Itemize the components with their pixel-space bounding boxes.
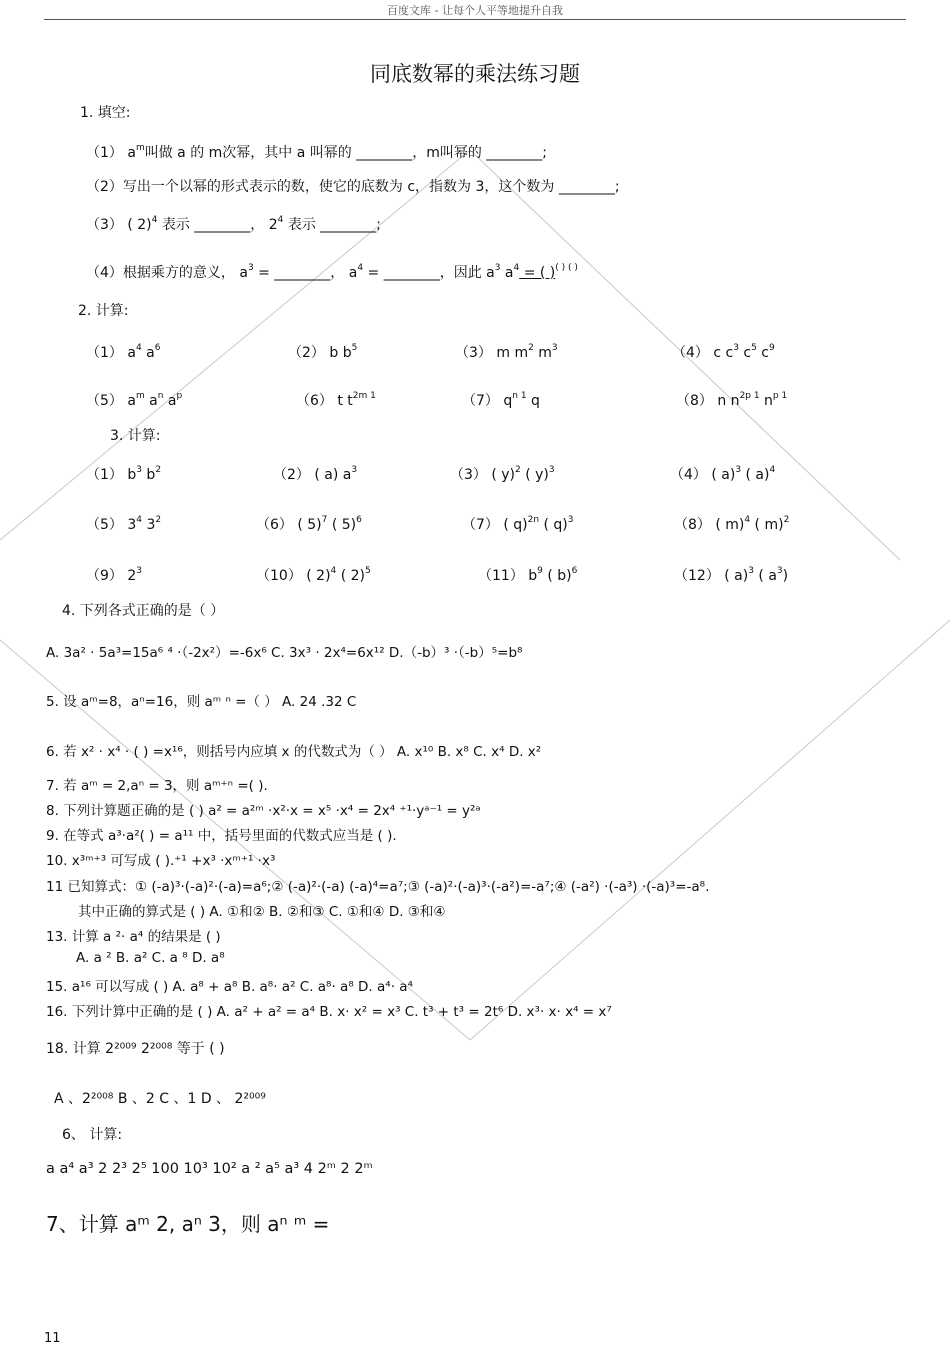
- q5: 5. 设 aᵐ=8，aⁿ=16，则 aᵐ ⁿ =（ ） A. 24 .32 C: [46, 694, 357, 710]
- q7: 7. 若 aᵐ = 2,aⁿ = 3，则 aᵐ⁺ⁿ =( ).: [46, 778, 268, 794]
- part6-heading: 6、 计算:: [62, 1127, 123, 1143]
- s3-item-9: （9） $2^3$: [86, 566, 142, 584]
- q13-stem: 13. 计算 a ²· a⁴ 的结果是 ( ): [46, 929, 221, 945]
- s1-q1: （1） $a^m$叫做 a 的 m次幂，其中 a 叫幂的 ________，m叫幂的 ________;: [86, 143, 548, 161]
- page-number: 11: [44, 1331, 61, 1346]
- q11-statement: 11 已知算式：① (-a)³·(-a)²·(-a)=a⁶;② (-a)²·(-a) (-a)⁴=a⁷;③ (-a)²·(-a)³·(-a²)=-a⁷;④ (-a²) ·(-a³) ·(-a)³=-a⁸.: [46, 879, 710, 895]
- s2-item-1: （1） $a^4$ $a^6$: [86, 343, 161, 361]
- q16: 16. 下列计算中正确的是 ( ) A. a² + a² = a⁴ B. x· x² = x³ C. t³ + t³ = 2t⁶ D. x³· x· x⁴ = x⁷: [46, 1004, 612, 1020]
- part7-question: 7、计算 aᵐ 2, aⁿ 3，则 aⁿ ᵐ =: [46, 1212, 330, 1236]
- section-2-heading: 2. 计算:: [78, 303, 129, 319]
- s2-item-2: （2） b $b^5$: [288, 343, 358, 361]
- q18-options: A 、2²⁰⁰⁸ B 、2 C 、1 D 、 2²⁰⁰⁹: [54, 1091, 266, 1107]
- s2-item-4: （4） c $c^3$ $c^5$ $c^9$: [672, 343, 775, 361]
- s3-item-10: （10） ( 2)$^4$ ( 2)$^5$: [256, 566, 371, 584]
- s3-item-5: （5） $3^4$ $3^2$: [86, 515, 162, 533]
- s3-item-8: （8） ( m)$^4$ ( m)$^2$: [674, 515, 790, 533]
- s3-item-3: （3） ( y)$^2$ ( y)$^3$: [450, 465, 555, 483]
- q8: 8. 下列计算题正确的是 ( ) a² = a²ᵐ ·x²·x = x⁵ ·x⁴ = 2x⁴ ⁺¹·yᵃ⁻¹ = y²ᵃ: [46, 803, 481, 819]
- s2-item-8: （8） n $n^{2p 1}$ $n^{p 1}$: [676, 391, 788, 409]
- s1-q2: （2）写出一个以幂的形式表示的数，使它的底数为 c，指数为 3，这个数为 ________;: [86, 179, 620, 195]
- document-title: 同底数幂的乘法练习题: [370, 62, 580, 86]
- q13-options: A. a ² B. a² C. a ⁸ D. a⁸: [76, 950, 225, 966]
- q11-options: 其中正确的算式是 ( ) A. ①和② B. ②和③ C. ①和④ D. ③和④: [78, 904, 446, 920]
- s1-q4: （4）根据乘方的意义， $a^3$ = ________， $a^4$ = ________，因此 $a^3$ $a^4$ = ( )( ) ( ): [86, 263, 578, 281]
- q4-options: A. 3a² · 5a³=15a⁶ ⁴ ·（-2x²）=-6x⁶ C. 3x³ · 2x⁴=6x¹² D.（-b）³ ·（-b）⁵=b⁸: [46, 645, 523, 661]
- s1-q3: （3） ( 2)$^4$ 表示 ________， $2^4$ 表示 ________;: [86, 215, 381, 233]
- q9: 9. 在等式 a³·a²( ) = a¹¹ 中，括号里面的代数式应当是 ( ).: [46, 828, 397, 844]
- section-3-heading: 3. 计算:: [110, 428, 161, 444]
- part6-expressions: a a⁴ a³ 2 2³ 2⁵ 100 10³ 10² a ² a⁵ a³ 4 2ᵐ 2 2ᵐ: [46, 1161, 373, 1177]
- s2-item-6: （6） t $t^{2m 1}$: [296, 391, 376, 409]
- s2-item-7: （7） $q^{n 1}$ q: [462, 391, 540, 409]
- s3-item-2: （2） ( a) $a^3$: [273, 465, 358, 483]
- q6: 6. 若 x² · x⁴ · ( ) =x¹⁶，则括号内应填 x 的代数式为（ ） A. x¹⁰ B. x⁸ C. x⁴ D. x²: [46, 744, 542, 760]
- header-rule: [44, 19, 906, 20]
- s3-item-4: （4） ( a)$^3$ ( a)$^4$: [670, 465, 776, 483]
- s3-item-1: （1） $b^3$ $b^2$: [86, 465, 162, 483]
- section-1-heading: 1. 填空:: [80, 105, 131, 121]
- s3-item-7: （7） ( q)$^{2n}$ ( q)$^3$: [462, 515, 574, 533]
- page-header: 百度文库 - 让每个人平等地提升自我: [387, 4, 563, 17]
- q18-stem: 18. 计算 2²⁰⁰⁹ 2²⁰⁰⁸ 等于 ( ): [46, 1041, 225, 1057]
- s3-item-11: （11） $b^9$ ( b)$^6$: [478, 566, 578, 584]
- q15: 15. a¹⁶ 可以写成 ( ) A. a⁸ + a⁸ B. a⁸· a² C. a⁸· a⁸ D. a⁴· a⁴: [46, 979, 413, 995]
- s3-item-12: （12） ( a)$^3$ ( $a^3$): [674, 566, 789, 584]
- s3-item-6: （6） ( 5)$^7$ ( 5)$^6$: [256, 515, 362, 533]
- q10: 10. x³ᵐ⁺³ 可写成 ( ).⁺¹ +x³ ·xᵐ⁺¹ ·x³: [46, 853, 276, 869]
- q4-stem: 4. 下列各式正确的是（ ）: [62, 603, 225, 619]
- s2-item-3: （3） m $m^2$ $m^3$: [455, 343, 558, 361]
- s2-item-5: （5） $a^m$ $a^n$ $a^p$: [86, 391, 183, 409]
